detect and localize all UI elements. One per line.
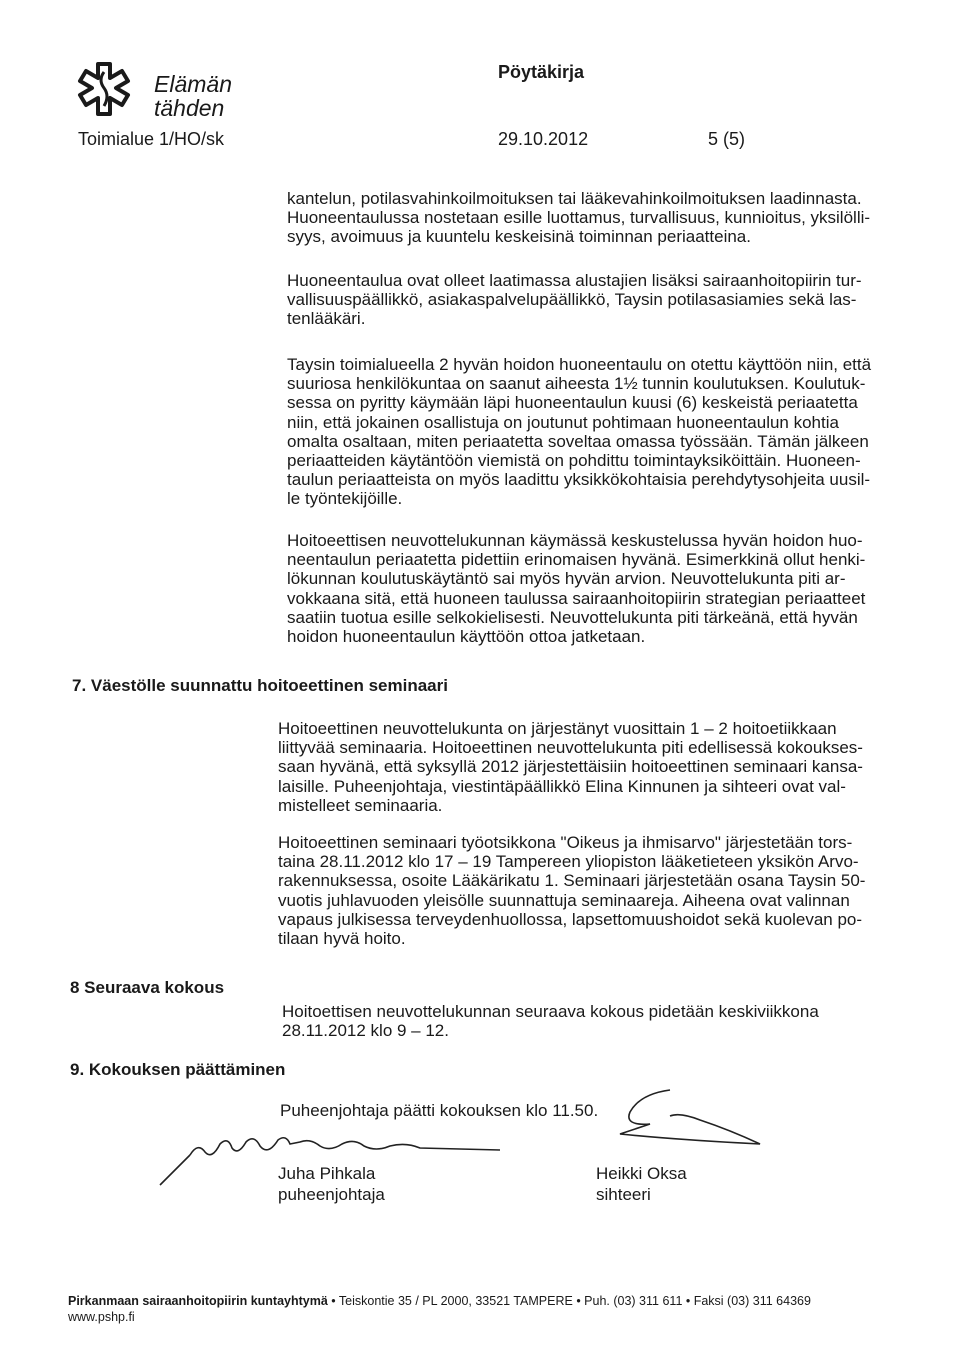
document-type: Pöytäkirja xyxy=(498,62,585,82)
chair-name: Juha Pihkala xyxy=(278,1164,376,1183)
secretary-role: sihteeri xyxy=(596,1185,651,1204)
paragraph-4: Hoitoeettisen neuvottelukunnan käymässä keskustelussa hyvän hoidon huo- neentaulun periaatetta pidettiin erinomaisen hyvänä. Esimerkkinä ollut henki- lökunnan koulutuskäytäntö sai myös hyvän arvion. Neuvottelukunta piti ar- vokkaana sitä, että huoneen taulussa sairaanhoitopiirin strategian periaatteet saatiin tuotua esille selkokielisesti. Neuvottelukunta piti tärkeänä, että hyvän hoidon huoneentaulun käyttöön ottoa jatketaan. xyxy=(287,531,866,647)
document-date: 29.10.2012 xyxy=(498,129,589,149)
logo-text-line1: Elämän xyxy=(154,71,232,97)
chair-role: puheenjohtaja xyxy=(278,1185,385,1204)
section-9-heading: 9. Kokouksen päättäminen xyxy=(70,1060,286,1079)
footer-address: Teiskontie 35 / PL 2000, 33521 TAMPERE xyxy=(338,1294,573,1308)
section-8-heading: 8 Seuraava kokous xyxy=(70,978,225,997)
paragraph-5: Hoitoeettinen neuvottelukunta on järjestänyt vuosittain 1 – 2 hoitoetiikkaan liittyvää seminaaria. Hoitoeettinen neuvottelukunta piti edellisessä kokoukses- saan hyvänä, että syksyllä 2012 järjestettäisiin hoitoeettinen seminaari kansa- laisille. Puheenjohtaja, viestintäpäällikkö Elina Kinnunen ja sihteeri ovat val- mistelleet seminaaria. xyxy=(278,719,863,815)
paragraph-1: kantelun, potilasvahinkoilmoituksen tai lääkevahinkoilmoituksen laadinnasta. Huoneentaulussa nostetaan esille luottamus, turvallisuus, kunnioitus, yksilölli- syys, avoimuus ja kuuntelu keskeisinä toiminnan periaatteina. xyxy=(287,189,871,247)
paragraph-3: Taysin toimialueella 2 hyvän hoidon huoneentaulu on otettu käyttöön niin, että suuriosa henkilökuntaa on saanut aiheesta 1½ tunnin koulutuksen. Koulutuk- sessa on pyritty käymään läpi huoneentaulun kuusi (6) keskeistä periaatetta niin, että jokainen osallistuja on joutunut pohtimaan huoneentaulun kohtia omalta osaltaan, miten periaatetta soveltaa omassa työssään. Tämän jälkeen periaatteiden käytäntöön viemistä on pohdittu toimintayksiköittäin. Huoneen- taulun periaatteista on myös laadittu yksikkökohtaisia perehdytysohjeita uusil- le työntekijöille. xyxy=(287,355,872,509)
page-number: 5 (5) xyxy=(708,129,746,149)
footer-separator: • xyxy=(327,1294,339,1308)
star-of-life-icon xyxy=(74,60,136,120)
department-code: Toimialue 1/HO/sk xyxy=(78,129,225,149)
logo-text-line2: tähden xyxy=(154,95,225,121)
logo xyxy=(74,60,136,120)
paragraph-2: Huoneentaulua ovat olleet laatimassa alustajien lisäksi sairaanhoitopiirin tur- vallisuuspäällikkö, asiakaspalvelupäällikkö, Taysin potilasasiamies sekä las- tenlääkäri. xyxy=(287,271,862,329)
footer-separator: • xyxy=(572,1294,585,1308)
footer-line-1 xyxy=(68,1293,811,1310)
paragraph-7: Hoitoettisen neuvottelukunnan seuraava kokous pidetään keskiviikkona 28.11.2012 klo 9 – 12. xyxy=(282,1002,819,1041)
paragraph-6: Hoitoeettinen seminaari työotsikkona "Oikeus ja ihmisarvo" järjestetään tors- taina 28.11.2012 klo 17 – 19 Tampereen yliopiston lääketieteen yksikön Arvo- rakennuksessa, osoite Lääkärikatu 1. Seminaari järjestetään osana Taysin 50- vuotis juhlavuoden yleisölle suunnattuja seminaareja. Aiheena ovat valinnan vapaus julkisessa terveydenhuollossa, lapsettomuushoidot sekä kuolevan po- tilaan hyvä hoito. xyxy=(278,833,866,949)
footer-organization: Pirkanmaan sairaanhoitopiirin kuntayhtymä xyxy=(68,1294,328,1308)
footer-separator: • xyxy=(682,1294,694,1308)
secretary-signature-scribble xyxy=(580,1082,780,1162)
footer-fax: Faksi (03) 311 64369 xyxy=(693,1294,811,1308)
footer-phone: Puh. (03) 311 611 xyxy=(584,1294,683,1308)
section-7-heading: 7. Väestölle suunnattu hoitoeettinen seminaari xyxy=(72,676,448,695)
secretary-name: Heikki Oksa xyxy=(596,1164,687,1183)
paragraph-8: Puheenjohtaja päätti kokouksen klo 11.50. xyxy=(280,1101,599,1120)
footer-website: www.pshp.fi xyxy=(68,1310,135,1324)
